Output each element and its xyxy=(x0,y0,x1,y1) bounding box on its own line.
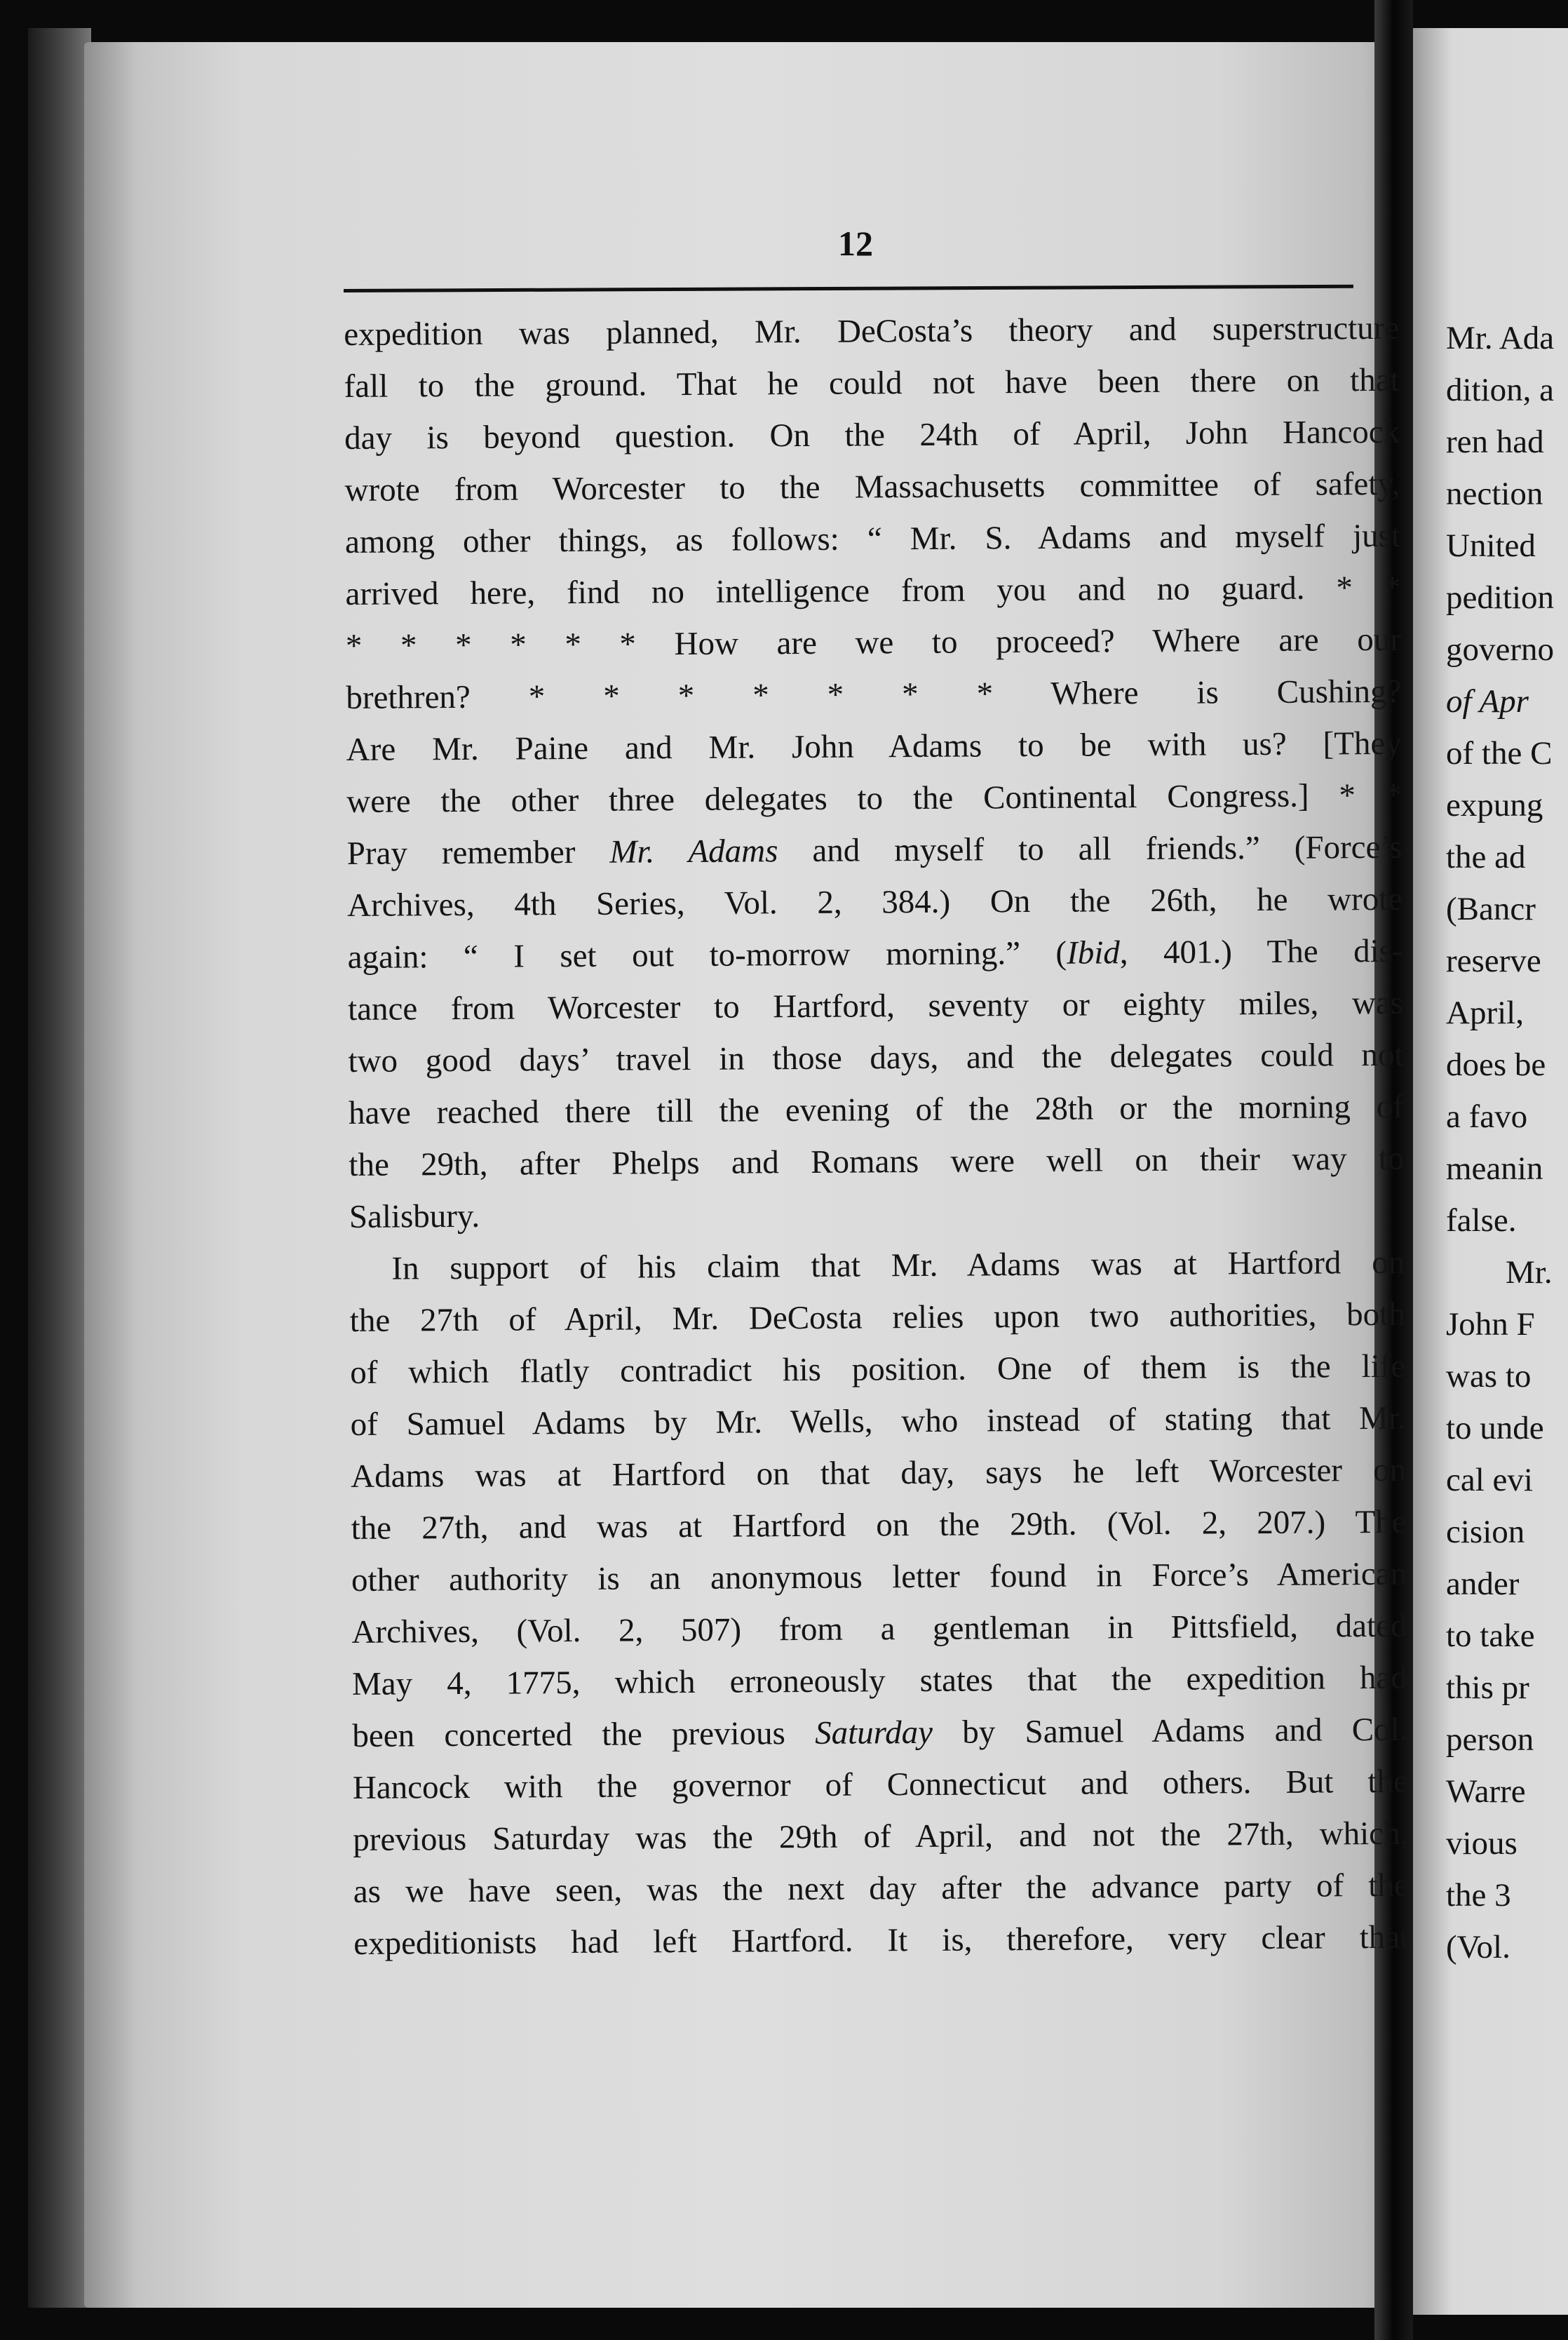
adjacent-line: (Bancr xyxy=(1446,891,1536,927)
italic-name: Mr. Adams xyxy=(609,833,778,870)
text-run: , 401.) The dis- xyxy=(1119,932,1403,971)
adjacent-line: this pr xyxy=(1446,1669,1529,1706)
text-line: other authority is an anonymous letter found in Force’s American xyxy=(351,1555,1407,1599)
text-line: day is beyond question. On the 24th of April, John Hancock xyxy=(344,413,1400,457)
adjacent-line: expung xyxy=(1446,787,1543,823)
adjacent-line: dition, a xyxy=(1446,372,1555,408)
page-body-text xyxy=(344,302,1409,1970)
adjacent-line: Warre xyxy=(1446,1773,1526,1810)
text-run: Pray remember xyxy=(346,833,610,872)
text-line: Adams was at Hartford on that day, says he left Worcester on xyxy=(351,1451,1407,1495)
adjacent-line: United xyxy=(1446,527,1536,564)
adjacent-line: nection xyxy=(1446,476,1543,512)
adjacent-line: the ad xyxy=(1446,839,1526,875)
text-line: have reached there till the evening of the 28th or the morning of xyxy=(348,1088,1405,1131)
adjacent-line: was to xyxy=(1446,1358,1532,1394)
adjacent-line: John F xyxy=(1446,1306,1535,1343)
text-run: been concerted the previous xyxy=(352,1714,816,1754)
adjacent-line: governo xyxy=(1446,631,1555,668)
adjacent-line: Mr. Ada xyxy=(1446,320,1555,356)
italic-ibid: Ibid xyxy=(1066,934,1120,971)
text-line: the 27th of April, Mr. DeCosta relies upon two authorities, both xyxy=(349,1296,1405,1339)
text-line: Archives, 4th Series, Vol. 2, 384.) On the 26th, he wrote xyxy=(347,880,1403,924)
adjacent-line: does be xyxy=(1446,1047,1546,1083)
text-line: * * * * * * How are we to proceed? Where are our xyxy=(345,621,1402,664)
adjacent-line: of Apr xyxy=(1446,683,1529,720)
italic-saturday: Saturday xyxy=(814,1714,933,1751)
text-line: May 4, 1775, which erroneously states that the expedition had xyxy=(351,1659,1408,1702)
text-line: two good days’ travel in those days, and the delegates could not xyxy=(348,1036,1404,1080)
text-line: of which flatly contradict his position. One of them is the life xyxy=(350,1347,1406,1391)
page-number: 12 xyxy=(838,224,873,263)
text-line: expeditionists had left Hartford. It is, therefore, very clear that xyxy=(353,1918,1410,1962)
adjacent-line: meanin xyxy=(1446,1150,1543,1187)
book-binding-edge xyxy=(28,28,91,2308)
text-line: Archives, (Vol. 2, 507) from a gentleman in Pittsfield, dated xyxy=(351,1607,1407,1650)
adjacent-line: (Vol. xyxy=(1446,1929,1510,1965)
text-line: fall to the ground. That he could not have been there on that xyxy=(344,361,1400,405)
adjacent-line: cal evi xyxy=(1446,1462,1533,1498)
text-line: In support of his claim that Mr. Adams was at Hartford on xyxy=(391,1244,1405,1287)
adjacent-line: vious xyxy=(1446,1825,1518,1862)
text-run: again: “ I set out to-morrow morning.” ( xyxy=(347,934,1067,976)
text-line: arrived here, find no intelligence from you and no guard. * * xyxy=(345,569,1401,612)
text-line: were the other three delegates to the Continental Congress.] * * xyxy=(346,776,1403,820)
adjacent-line: Mr. xyxy=(1506,1254,1553,1291)
text-line xyxy=(347,821,1403,880)
text-line: expedition was planned, Mr. DeCosta’s theory and superstructure xyxy=(344,309,1400,353)
text-line: brethren? * * * * * * * Where is Cushing? xyxy=(346,673,1402,716)
text-line xyxy=(347,925,1403,983)
text-line: tance from Worcester to Hartford, seventy or eighty miles, was xyxy=(347,984,1404,1028)
text-line: Salisbury. xyxy=(349,1197,480,1235)
text-line xyxy=(352,1704,1407,1762)
adjacent-line: person xyxy=(1446,1721,1534,1758)
adjacent-line: the 3 xyxy=(1446,1877,1511,1914)
adjacent-line: a favo xyxy=(1446,1098,1528,1135)
adjacent-line: false. xyxy=(1446,1202,1517,1239)
adjacent-page-text xyxy=(1446,312,1568,1973)
text-run: and myself to all friends.” (Force’s xyxy=(778,828,1403,870)
text-run: by Samuel Adams and Col. xyxy=(932,1711,1408,1751)
text-line: Hancock with the governor of Connecticut and others. But the xyxy=(352,1763,1409,1806)
adjacent-line: ander xyxy=(1446,1566,1520,1602)
adjacent-line: to unde xyxy=(1446,1410,1544,1446)
text-line: wrote from Worcester to the Massachusetts committee of safety, xyxy=(344,465,1400,509)
adjacent-line: ren had xyxy=(1446,424,1544,460)
adjacent-line: of the C xyxy=(1446,735,1553,772)
text-line: among other things, as follows: “ Mr. S. Adams and myself just xyxy=(344,517,1401,560)
text-line: as we have seen, was the next day after the advance party of the xyxy=(353,1867,1409,1910)
adjacent-line: pedition xyxy=(1446,579,1555,616)
text-line: the 29th, after Phelps and Romans were well on their way to xyxy=(349,1140,1405,1183)
text-line: Are Mr. Paine and Mr. John Adams to be with us? [They xyxy=(346,725,1402,768)
text-line: of Samuel Adams by Mr. Wells, who instead of stating that Mr. xyxy=(350,1399,1406,1443)
text-line: the 27th, and was at Hartford on the 29th. (Vol. 2, 207.) The xyxy=(351,1503,1407,1547)
adjacent-line: to take xyxy=(1446,1618,1535,1654)
text-line: previous Saturday was the 29th of April, and not the 27th, which, xyxy=(353,1815,1409,1858)
adjacent-line: reserve xyxy=(1446,943,1541,979)
adjacent-line: April, xyxy=(1446,995,1524,1031)
adjacent-line: cision xyxy=(1446,1514,1525,1550)
